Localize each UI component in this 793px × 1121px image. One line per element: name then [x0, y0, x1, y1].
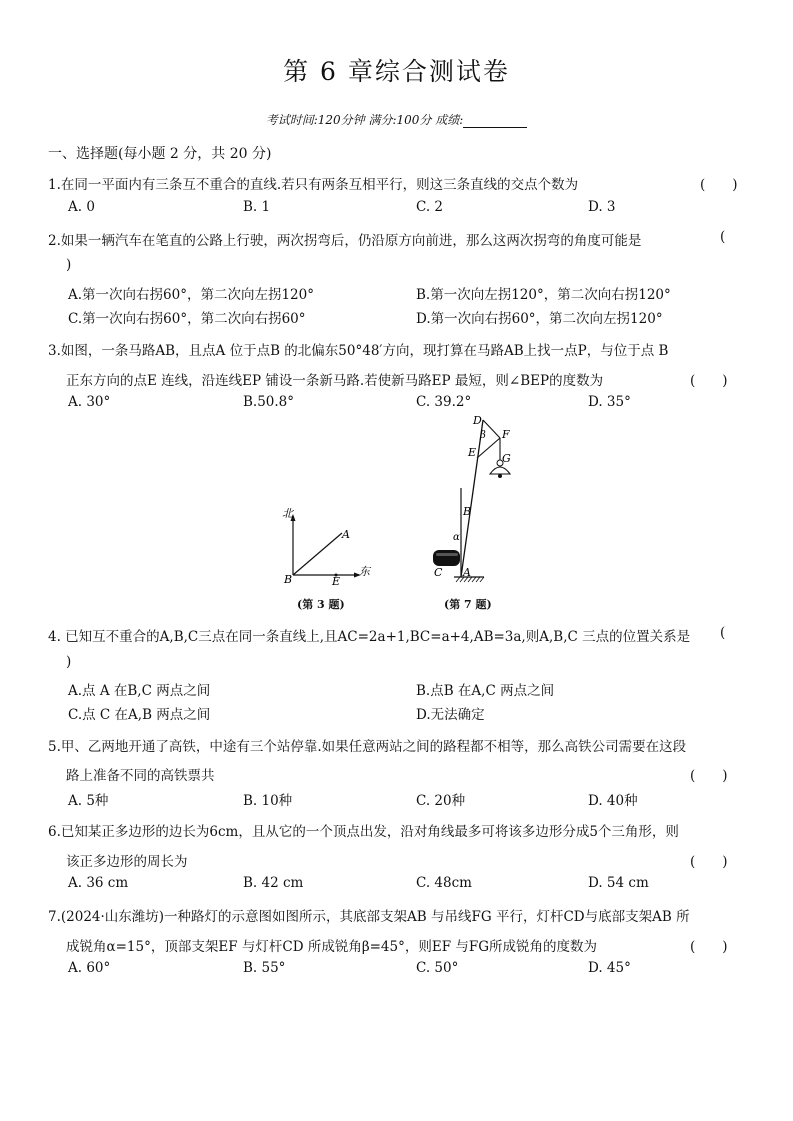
- question-5-line-2: 路上准备不同的高铁票共: [66, 768, 215, 784]
- label-f: F: [502, 428, 510, 441]
- question-1-option-d: D. 3: [588, 199, 616, 215]
- question-5-option-c: C. 20种: [416, 793, 466, 809]
- question-6-option-a: A. 36 cm: [68, 875, 129, 891]
- question-4-paren-open: (: [720, 625, 726, 641]
- question-5-line-1: 5.甲、乙两地开通了高铁，中途有三个站停靠.如果任意两站之间的路程都不相等，那么高铁公司需要在这段: [48, 739, 687, 755]
- exam-full-score: 满分:100分: [368, 113, 432, 127]
- label-d: D: [473, 414, 482, 427]
- question-2-option-c: C.第一次向右拐60°，第二次向右拐60°: [68, 311, 306, 327]
- label-beta: β: [480, 430, 486, 441]
- question-4-option-d: D.无法确定: [416, 707, 485, 723]
- question-6-line-1: 6.已知某正多边形的边长为6cm，且从它的一个顶点出发，沿对角线最多可将该多边形分成5个三角形，则: [48, 824, 679, 840]
- question-4-option-c: C.点 C 在A,B 两点之间: [68, 707, 211, 723]
- question-7-option-d: D. 45°: [588, 960, 631, 976]
- label-g: G: [502, 452, 511, 465]
- question-1-answer-paren: ( ): [700, 177, 738, 193]
- question-3-line-1: 3.如图，一条马路AB，且点A 位于点B 的北偏东50°48′方向，现打算在马路AB上找一点P，与位于点 B: [48, 343, 669, 359]
- question-7-option-b: B. 55°: [243, 960, 286, 976]
- question-3-option-c: C. 39.2°: [416, 394, 472, 410]
- label-b: B: [463, 505, 472, 518]
- question-6-line-2: 该正多边形的周长为: [66, 854, 188, 870]
- question-3-option-b: B.50.8°: [243, 394, 295, 410]
- question-1-option-c: C. 2: [416, 199, 444, 215]
- question-5-option-d: D. 40种: [588, 793, 638, 809]
- question-7-line-2: 成锐角α=15°，顶部支架EF 与灯杆CD 所成锐角β=45°，则EF 与FG所成锐角的度数为: [66, 939, 598, 955]
- lamp-bulb-icon: [498, 474, 502, 478]
- question-6-option-d: D. 54 cm: [588, 875, 649, 891]
- exam-meta: [0, 111, 793, 128]
- question-3-line-2: 正东方向的点E 连线，沿连线EP 铺设一条新马路.若使新马路EP 最短，则∠BEP的度数为: [66, 373, 604, 389]
- question-5-option-b: B. 10种: [243, 793, 293, 809]
- road-ab: [293, 533, 342, 575]
- question-2-option-b: B.第一次向左拐120°，第二次向右拐120°: [416, 287, 671, 303]
- figure-3: [278, 505, 373, 587]
- question-2-paren-open: (: [720, 229, 726, 245]
- question-3-option-d: D. 35°: [588, 394, 631, 410]
- label-b: B: [284, 573, 293, 586]
- question-1-text: 1.在同一平面内有三条互不重合的直线.若只有两条互相平行，则这三条直线的交点个数为: [48, 177, 579, 193]
- label-alpha: α: [453, 532, 460, 543]
- question-7-option-c: C. 50°: [416, 960, 459, 976]
- label-e: E: [332, 575, 341, 587]
- question-3-option-a: A. 30°: [68, 394, 111, 410]
- label-a: A: [463, 566, 471, 579]
- question-7-option-a: A. 60°: [68, 960, 111, 976]
- exam-time: 考试时间:120分钟: [265, 113, 365, 127]
- page-title: 第 6 章综合测试卷: [283, 57, 510, 86]
- figure-3-caption: (第 3 题): [297, 598, 345, 611]
- question-2-option-a: A.第一次向右拐60°，第二次向左拐120°: [68, 287, 314, 303]
- section-heading: 一、选择题(每小题 2 分，共 20 分): [48, 146, 272, 162]
- label-a: A: [342, 528, 350, 541]
- north-label: 北: [282, 507, 293, 520]
- question-2-paren-close: ): [66, 257, 72, 273]
- question-5-answer-paren: ( ): [690, 768, 728, 784]
- question-7-answer-paren: ( ): [690, 939, 728, 955]
- question-2-text: 2.如果一辆汽车在笔直的公路上行驶，两次拐弯后，仍沿原方向前进，那么这两次拐弯的角度可能是: [48, 233, 642, 249]
- question-3-answer-paren: ( ): [690, 373, 728, 389]
- question-4-option-b: B.点B 在A,C 两点之间: [416, 683, 555, 699]
- lamp-shade-icon: [490, 467, 510, 474]
- question-1-option-a: A. 0: [68, 199, 95, 215]
- question-1-option-b: B. 1: [243, 199, 271, 215]
- label-e: E: [468, 446, 477, 459]
- label-c: C: [434, 566, 443, 579]
- question-4-text: 4. 已知互不重合的A,B,C三点在同一条直线上,且AC=2a+1,BC=a+4,AB=3a,则A,B,C 三点的位置关系是: [48, 629, 691, 645]
- question-7-line-1: 7.(2024·山东潍坊)一种路灯的示意图如图所示，其底部支架AB 与吊线FG 平行，灯杆CD与底部支架AB 所: [48, 909, 690, 925]
- figure-7: [428, 410, 520, 588]
- grade-blank: [463, 115, 527, 128]
- question-6-answer-paren: ( ): [690, 854, 728, 870]
- pole-base-block: [433, 550, 460, 566]
- exam-grade-label: 成绩:: [435, 113, 464, 127]
- figure-7-caption: (第 7 题): [444, 598, 492, 611]
- east-label: 东: [359, 565, 370, 578]
- question-5-option-a: A. 5种: [68, 793, 109, 809]
- pole-cd: [461, 420, 483, 577]
- question-4-option-a: A.点 A 在B,C 两点之间: [68, 683, 211, 699]
- question-2-option-d: D.第一次向右拐60°，第二次向左拐120°: [416, 311, 663, 327]
- pole-base-highlight: [436, 553, 458, 556]
- question-4-paren-close: ): [66, 654, 72, 670]
- question-6-option-c: C. 48cm: [416, 875, 472, 891]
- question-6-option-b: B. 42 cm: [243, 875, 304, 891]
